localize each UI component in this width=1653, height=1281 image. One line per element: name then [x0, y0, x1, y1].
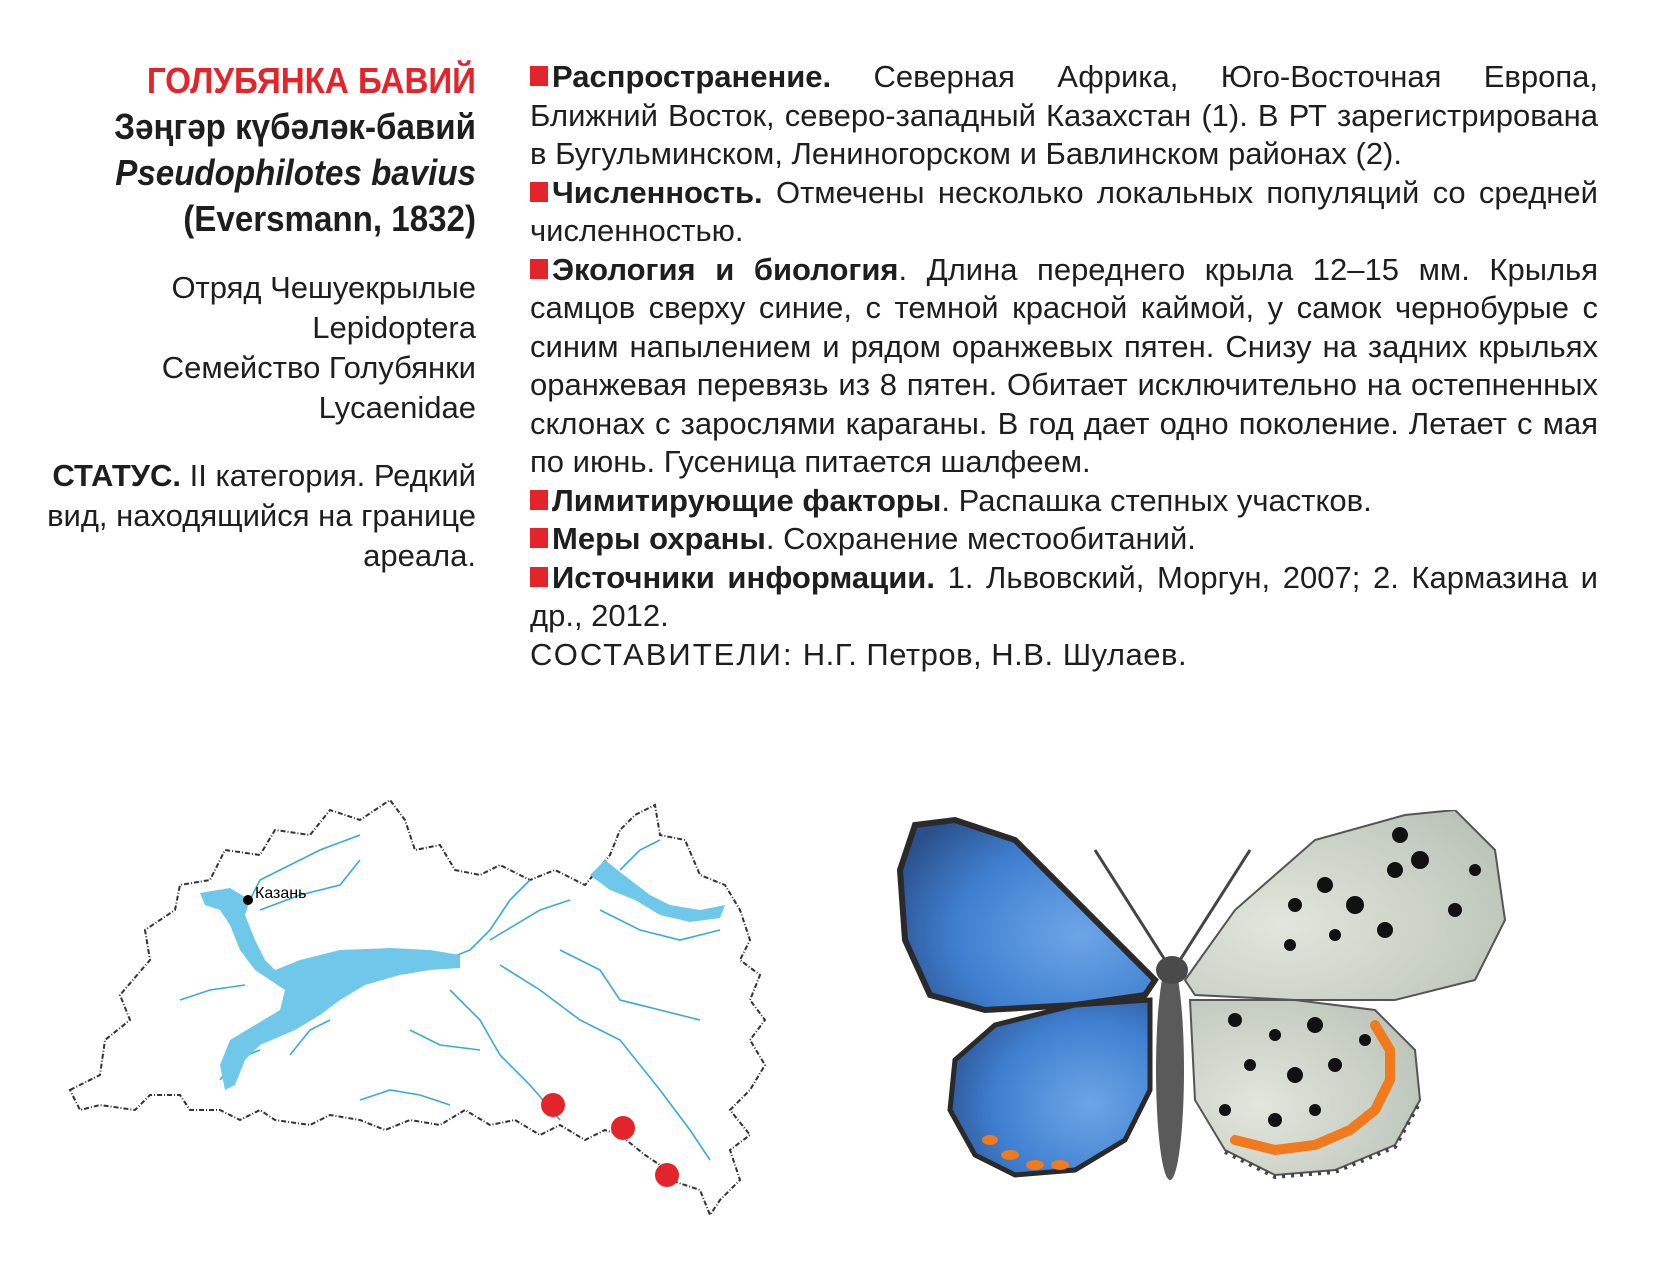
butterfly-body — [1156, 960, 1184, 1180]
butterfly-illustration — [895, 810, 1535, 1230]
distribution-map — [60, 790, 800, 1270]
species-header — [40, 58, 476, 576]
section-protection — [530, 520, 1598, 559]
description-column — [530, 58, 1598, 674]
section-sources — [530, 559, 1598, 636]
bullet-icon — [530, 528, 548, 548]
order-lat: Lepidoptera — [312, 310, 476, 345]
section-title: Распространение. — [552, 59, 832, 94]
occurrence-point-icon — [655, 1163, 679, 1187]
occurrence-point-icon — [611, 1116, 635, 1140]
section-title: Источники информации. — [552, 559, 935, 595]
section-title: Лимитирующие факторы — [552, 482, 942, 518]
section-text: . Распашка степных участков. — [941, 482, 1372, 518]
city-dot-icon — [243, 895, 253, 905]
bullet-icon — [530, 66, 548, 86]
family-lat: Lycaenidae — [318, 390, 476, 425]
region-border — [70, 800, 765, 1215]
section-distribution — [530, 58, 1598, 174]
status-label: СТАТУС. — [52, 458, 182, 493]
species-name-lat: Pseudophilotes bavius — [115, 152, 477, 193]
section-text: 1. Львовский, Моргун, 2007; 2. Кармазина и др., 2012. — [530, 559, 1598, 633]
bullet-icon — [530, 182, 548, 202]
authors-label: СОСТАВИТЕЛИ: — [530, 636, 794, 672]
status-text: II категория. Редкий вид, находящийся на границе ареала. — [47, 458, 476, 573]
order-ru: Отряд Чешуекрылые — [171, 270, 476, 305]
occurrence-point-icon — [541, 1093, 565, 1117]
species-name-ru: ГОЛУБЯНКА БАВИЙ — [146, 60, 476, 101]
city-label: Казань — [255, 885, 307, 902]
section-abundance — [530, 174, 1598, 251]
family-ru: Семейство Голубянки — [161, 350, 476, 385]
section-title: Численность. — [552, 174, 763, 210]
authors-line — [530, 636, 1598, 675]
section-text: . Длина переднего крыла 12–15 мм. Крылья самцов сверху синие, с темной красной каймой, у самок чернобурые с синим напылением и рядом оранжевых пятен. Снизу на задних крыльях оранжевая перевязь из 8 пятен. Обитает исключительно на остепненных склонах с зарослями караганы. В год дает одно поколение. Летает с мая по июнь. Гусеница питается шалфеем. — [530, 251, 1598, 479]
section-text: Северная Африка, Юго-Восточная Европа, Ближний Восток, северо-западный Казахстан (1). В РТ зарегистрирована в Бугульминском, Лениногорском и Бавлинском районах (2). — [530, 59, 1598, 171]
butterfly-svg — [895, 810, 1535, 1230]
authors-names: Н.Г. Петров, Н.В. Шулаев. — [793, 636, 1188, 672]
species-author: (Eversmann, 1832) — [183, 198, 476, 239]
species-name-tt: Зәңгәр күбәләк-бавий — [114, 106, 477, 147]
section-text: . Сохранение местообитаний. — [765, 521, 1196, 556]
taxonomy-block — [40, 268, 476, 428]
section-title: Экология и биология — [552, 251, 899, 287]
left-forewing — [900, 820, 1155, 1010]
butterfly-head — [1156, 956, 1188, 984]
bullet-icon — [530, 567, 548, 587]
section-text: Отмечены несколько локальных популяций со средней численностью. — [530, 174, 1598, 248]
status-block — [40, 456, 476, 576]
section-title: Меры охраны — [552, 521, 766, 556]
bullet-icon — [530, 490, 548, 510]
section-ecology — [530, 251, 1598, 482]
left-hindwing — [950, 1000, 1150, 1175]
bullet-icon — [530, 259, 548, 279]
section-limiting-factors — [530, 482, 1598, 521]
map-svg — [60, 790, 800, 1270]
